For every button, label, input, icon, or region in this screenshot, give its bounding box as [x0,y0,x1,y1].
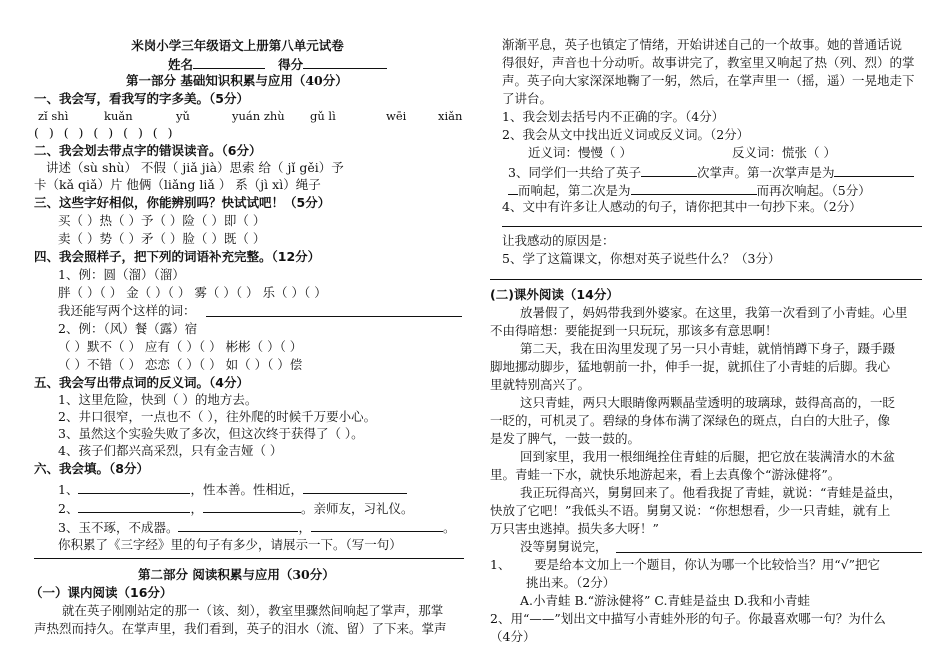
pinyin: gǔ lì [310,109,336,123]
reading1-reason: 让我感动的原因是： [502,233,615,248]
pinyin: zǐ shì [38,109,69,123]
q2-line2[interactable]: 卡（kǎ qiǎ）片 他俩（liǎng liǎ ） 系（jì xì）绳子 [34,177,321,192]
reading1-q3-line1[interactable] [508,163,914,181]
q5-s3[interactable]: 3、虽然这个实验失败了多次，但这次终于获得了（ ）。 [58,426,364,441]
q4-more-label: 我还能写两个这样的词： [58,303,196,318]
q3-line1[interactable]: 买（ ）热（ ）予（ ）险（ ）即（ ） [58,213,266,228]
q4-example2: 2、例：（风）餐（露）宿 [58,321,198,336]
blank[interactable] [631,181,757,195]
q4-row2[interactable]: （ ）默不（ ） 应有（ ）（ ） 彬彬（ ）（ ） [58,339,303,354]
reading2-p14: 没等舅舅说完， [520,539,608,554]
reading1-q5: 5、学了这篇课文，你想对英子说些什么？（3分） [502,251,781,266]
q6-s3-text: 3、玉不琢，不成器。 [58,520,179,535]
q3-title: 三、这些字好相似，你能辨别吗？快试试吧！（5分） [34,195,331,210]
reading2-p11: 我正玩得高兴，舅舅回来了。他看我捉了青蛙，就说：“青蛙是益虫， [520,485,902,500]
score-label: 得分 [278,57,304,72]
blank[interactable] [203,499,301,513]
reading1-q2: 2、我会从文中找出近义词或反义词。（2分） [502,127,750,142]
q3-text-a: 3、同学们一共给了英子 [508,165,641,180]
reading1-p6: 了讲台。 [502,91,553,106]
reading1-p3: 渐渐平息，英子也镇定了情绪，开始讲述自己的一个故事。她的普通话说 [502,37,903,52]
reading1-q1: 1、我会划去括号内不正确的字。（4分） [502,109,725,124]
q2-title: 二、我会划去带点字的错误读音。（6分） [34,143,262,158]
reading2-options[interactable]: A.小青蛙 B.“游泳健将” C.青蛙是益虫 D.我和小青蛙 [520,593,811,608]
pinyin: yuán zhù [232,109,285,123]
reading2-p13: 万只害虫逃掉。损失多大呀！” [490,521,659,536]
q6-s1[interactable] [58,480,407,498]
reading2-title: (二)课外阅读（14分） [490,287,619,302]
q1-text: 要是给本文加上一个题目，你认为哪一个比较恰当？用“√”把它 [534,557,881,572]
reading1-near[interactable]: 近义词：慢慢（ ） [528,145,632,160]
reading2-p9: 回到家里，我用一根细绳拴住青蛙的后腿，把它放在装满清水的木盆 [520,449,896,464]
q6-s3[interactable] [58,518,456,536]
exam-title: 米岗小学三年级语文上册第八单元试卷 [131,38,344,53]
reading1-p2: 声热烈而持久。在掌声里，我们看到，英子的泪水（流、留）了下来。掌声 [34,621,447,636]
blank[interactable] [303,480,407,494]
reading1-title: （一）课内阅读（16分） [30,585,173,600]
q2-line1[interactable]: 讲述（sù shù） 不假（ jiǎ jià）思索 给（ jǐ gěi）予 [46,160,344,175]
reading1-q4: 4、文中有许多让人感动的句子，请你把其中一句抄下来。（2分） [502,199,862,214]
q3-text-b: 次掌声。第一次掌声是为 [696,165,835,180]
blank[interactable] [508,181,518,195]
q1-num: 1、 [490,557,511,572]
q6-s2-num: 2、 [58,501,79,516]
q4-more-words [58,303,196,319]
q1-title: 一、我会写，看我写的字多美。（5分） [34,91,249,106]
q6-answer-line[interactable] [34,558,464,559]
q6-s3-comma: ， [298,520,311,535]
pinyin: yǔ [176,109,190,123]
reading1-anti[interactable]: 反义词：慌张（ ） [732,145,836,160]
q5-title: 五、我会写出带点词的反义词。（4分） [34,375,249,390]
name-label: 姓名 [168,57,194,72]
reading2-p2: 不由得暗想：要能捉到一只玩玩，那该多有意思啊！ [490,323,778,338]
q6-s2-comma: ， [190,501,203,516]
blank[interactable] [311,518,443,532]
reading2-q1 [490,557,880,573]
reading2-q1-cont: 挑出来。（2分） [526,575,616,590]
q4-row3[interactable]: （ ）不错（ ） 恋恋（ ）（ ） 如（ ）（ ）偿 [58,357,303,372]
q3-line2[interactable]: 卖（ ）势（ ）矛（ ）脸（ ）既（ ） [58,231,266,246]
q4-row1[interactable]: 胖（ ）（ ） 金（ ）（ ） 雾（ ）（ ） 乐（ ）（ ） [58,285,327,300]
pinyin: wēi [386,109,407,123]
score-field[interactable] [303,55,387,69]
q4-title: 四、我会照样子，把下列的词语补充完整。（12分） [34,249,321,264]
blank[interactable] [178,518,298,532]
reading1-q4-answer-line[interactable] [502,226,922,227]
reading1-q5-answer-line[interactable] [490,279,922,280]
q4-example1: 1、例：圆（溜）（溜） [58,267,185,282]
pinyin: xiǎn [438,109,463,123]
reading2-p1: 放暑假了，妈妈带我到外婆家。在这里，我第一次看到了小青蛙。心里 [520,305,908,320]
reading1-p5: 声。英子向大家深深地鞠了一躬，然后，在掌声里一（摇，遥）一晃地走下 [502,73,915,88]
q6-s4: 你积累了《三字经》里的句子有多少，请展示一下。（写一句） [58,537,402,552]
q6-title: 六、我会填。（8分） [34,461,149,476]
reading2-q2-score: （4分） [490,629,536,644]
q5-s2[interactable]: 2、井口很窄，一点也不（ ），往外爬的时候千万要小心。 [58,409,377,424]
q6-s2-text: 。亲师友，习礼仪。 [300,501,414,516]
blank[interactable] [78,499,190,513]
name-field[interactable] [193,55,265,69]
q5-s4[interactable]: 4、孩子们都兴高采烈，只有金吉娅（ ） [58,443,283,458]
reading1-p1: 就在英子刚刚站定的那一（该、刻），教室里骤然间响起了掌声，那掌 [62,603,444,618]
part2-title: 第二部分 阅读积累与应用（30分） [138,567,335,582]
q6-s1-num: 1、 [58,482,79,497]
q6-s2[interactable] [58,499,413,517]
reading2-continue-line[interactable] [616,552,922,553]
reading2-p5: 里就特别高兴了。 [490,377,591,392]
q4-more-answer-line[interactable] [206,316,462,317]
reading2-q2: 2、用“——”划出文中描写小青蛙外形的句子。你最喜欢哪一句？为什么 [490,611,886,626]
reading2-p12: 快放了它吧！”我低头不语。舅舅又说：“你想想看，少一只青蛙，就有上 [490,503,891,518]
name-score-row [168,55,387,73]
reading2-p10: 里。青蛙一下水，就快乐地游起来，看上去真像个“游泳健将”。 [490,467,841,482]
blank[interactable] [641,163,697,177]
reading1-q3-line2[interactable] [508,181,871,199]
reading2-p3: 第二天，我在田沟里发现了另一只小青蛙，就悄悄蹲下身子，蹑手蹑 [520,341,896,356]
q6-s1-text: ，性本善。性相近， [190,482,303,497]
q3-text-d: 而再次响起。（5分） [756,183,871,198]
reading2-p8: 是发了脾气，一鼓一鼓的。 [490,431,641,446]
q1-answer-brackets[interactable]: ( ) ( ) ( ) ( ) ( ) [34,125,173,140]
part1-title: 第一部分 基础知识积累与应用（40分） [126,73,348,88]
q6-s3-period: 。 [442,520,456,535]
q3-text-c: 而响起，第二次是为 [518,183,631,198]
reading2-p6: 这只青蛙，两只大眼睛像两颗晶莹透明的玻璃球，鼓得高高的，一眨 [520,395,896,410]
pinyin: kuǎn [104,109,133,123]
q5-s1[interactable]: 1、这里危险，快到（ ）的地方去。 [58,392,258,407]
blank[interactable] [834,163,914,177]
reading2-p7: 一眨的，可机灵了。碧绿的身体布满了深绿色的斑点，白白的大肚子，像 [490,413,891,428]
blank[interactable] [78,480,190,494]
reading2-p4: 脚地挪动脚步，猛地朝前一扑，伸手一捉，就抓住了小青蛙的后脚。我心 [490,359,891,374]
reading1-p4: 得很好，声音也十分动听。故事讲完了，教室里又响起了热（列、烈）的掌 [502,55,915,70]
